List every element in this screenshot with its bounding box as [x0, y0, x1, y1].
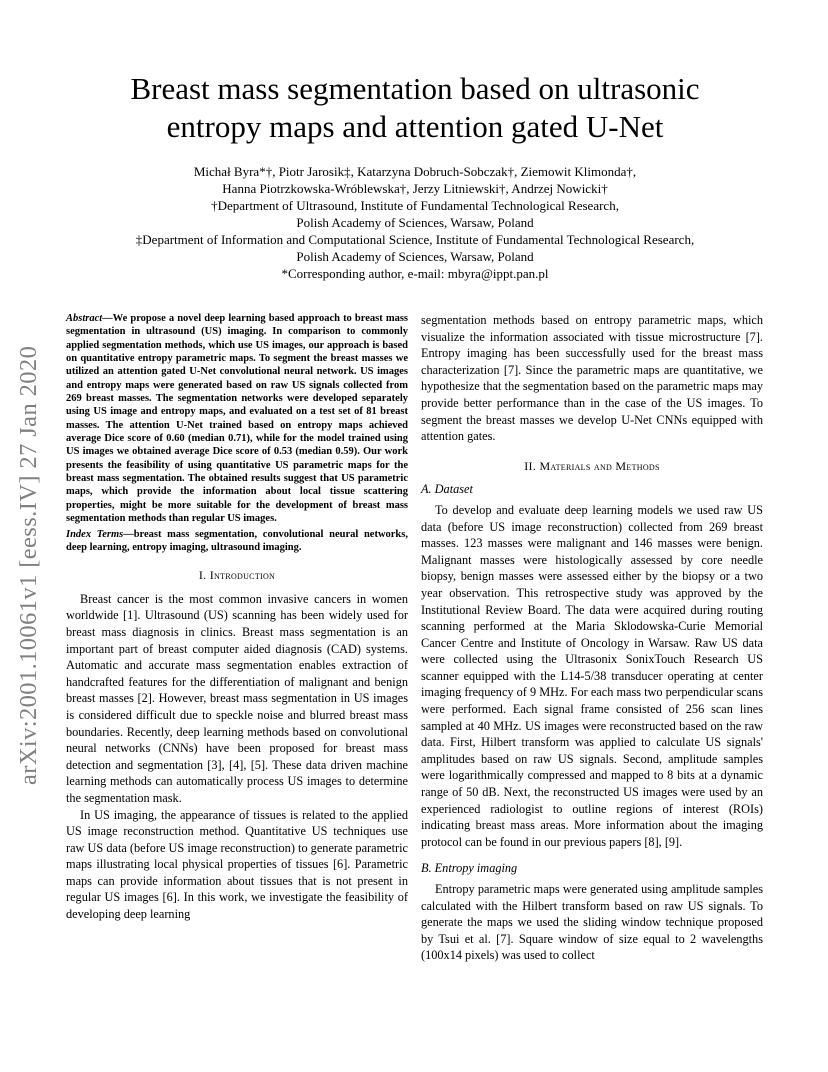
- intro-paragraph-2: In US imaging, the appearance of tissues is related to the applied US image reconstruction method. Quantitative US techniques use raw US data (before US image reconstruction) to generate parametric maps illustrating local physical properties of tissues [6]. Parametric maps can provide information about tissues that is not present in regular US images [6]. In this work, we investigate the feasibility of developing deep learning: [66, 807, 408, 922]
- right-column: [421, 312, 763, 964]
- affiliation-line: ‡Department of Information and Computational Science, Institute of Fundamental Technological Research,: [135, 232, 695, 247]
- dataset-paragraph: To develop and evaluate deep learning models we used raw US data (before US image reconstruction) collected from 269 breast masses. 123 masses were malignant and 146 masses were benign. Malignant masses were histologically assessed by core needle biopsy, benign masses were assessed either by the biopsy or a two year observation. This retrospective study was approved by the Institutional Review Board. The data were acquired during routing scanning performed at the Maria Sklodowska-Curie Memorial Cancer Centre and Institute of Oncology in Warsaw. Raw US data were collected using the Ultrasonix SonixTouch Research US scanner equipped with the L14-5/38 transducer operating at center imaging frequency of 9 MHz. For each mass two perpendicular scans were performed. Each signal frame consisted of 256 scan lines sampled at 40 MHz. US images were reconstructed based on the raw data. First, Hilbert transform was applied to calculate US signals' amplitudes based on raw US signals. Second, amplitude samples were logarithmically compressed and mapped to 8 bits at a dynamic range of 50 dB. Next, the reconstructed US images were used by an experienced radiologist to outline regions of interest (ROIs) indicating breast mass areas. More information about the imaging protocol can be found in our previous papers [8], [9].: [421, 502, 763, 849]
- affiliation-line: Polish Academy of Sciences, Warsaw, Poland: [296, 249, 534, 264]
- abstract-text: —We propose a novel deep learning based approach to breast mass segmentation in ultrasound (US) imaging. In comparison to commonly applied segmentation methods, which use US images, our approach is based on quantitative entropy parametric maps. To segment the breast masses we utilized an attention gated U-Net convolutional neural network. US images and entropy maps were generated based on raw US signals collected from 269 breast masses. The segmentation networks were developed separately using US image and entropy maps, and evaluated on a test set of 81 breast masses. The attention U-Net trained based on entropy maps achieved average Dice score of 0.60 (median 0.71), while for the model trained using US images we obtained average Dice score of 0.53 (median 0.59). Our work presents the feasibility of using quantitative US parametric maps for the breast mass segmentation. The obtained results suggest that US parametric maps, which provide the information about local tissue scattering properties, might be more suitable for the development of breast mass segmentation methods than regular US images.: [66, 313, 408, 525]
- index-terms-label: Index Terms: [66, 528, 124, 540]
- abstract-label: Abstract: [66, 313, 103, 324]
- title-line: entropy maps and attention gated U-Net: [166, 109, 664, 144]
- intro-paragraph-1: Breast cancer is the most common invasive cancers in women worldwide [1]. Ultrasound (US) scanning has been widely used for breast mass diagnosis in clinics. Breast mass segmentation is an important part of breast computer aided diagnosis (CAD) systems. Automatic and accurate mass segmentation enables extraction of handcrafted features for the differentiation of malignant and benign breast masses [2]. However, breast mass segmentation in US images is considered difficult due to speckle noise and blurred breast mass boundaries. Recently, deep learning methods based on convolutional neural networks (CNNs) have been proposed for breast mass detection and segmentation [3], [4], [5]. These data driven machine learning methods can automatically process US images to determine the segmentation mask.: [66, 591, 408, 805]
- intro-paragraph-3: segmentation methods based on entropy parametric maps, which visualize the information associated with tissue microstructure [7]. Entropy imaging has been successfully used for the breast mass characterization [7]. Since the parametric maps are quantitative, we hypothesize that the segmentation based on the parametric maps may provide better performance than in the case of the US images. To segment the breast masses we develop U-Net CNNs equipped with attention gates.: [421, 313, 763, 444]
- affiliation-line: Polish Academy of Sciences, Warsaw, Poland: [296, 215, 534, 230]
- title-line: Breast mass segmentation based on ultrasonic: [130, 71, 700, 106]
- corresponding-author: *Corresponding author, e-mail: mbyra@ippt.pan.pl: [281, 266, 549, 281]
- subsection-entropy-imaging: B. Entropy imaging: [421, 861, 518, 876]
- paper-title: [70, 70, 760, 146]
- author-block: [60, 163, 770, 282]
- section-heading-methods: II. Materials and Methods: [524, 458, 660, 473]
- section-heading-introduction: I. Introduction: [198, 568, 276, 583]
- author-line: Hanna Piotrzkowska-Wróblewska†, Jerzy Litniewski†, Andrzej Nowicki†: [222, 181, 608, 196]
- subsection-dataset: A. Dataset: [421, 482, 473, 497]
- index-terms: [66, 528, 408, 555]
- author-line: Michał Byra*†, Piotr Jarosik‡, Katarzyna Dobruch-Sobczak†, Ziemowit Klimonda†,: [193, 164, 637, 179]
- entropy-paragraph: Entropy parametric maps were generated using amplitude samples calculated with the Hilbert transform based on raw US signals. To generate the maps we used the sliding window technique proposed by Tsui et al. [7]. Square window of size equal to 2 wavelengths (100x14 pixels) was used to collect: [421, 882, 763, 963]
- arxiv-stamp-text: arXiv:2001.10061v1 [eess.IV] 27 Jan 2020: [15, 345, 42, 785]
- index-terms-text: —breast mass segmentation, convolutional neural networks, deep learning, entropy imaging, ultrasound imaging.: [66, 528, 408, 553]
- arxiv-stamp: [8, 290, 60, 785]
- left-column: [66, 312, 408, 923]
- affiliation-line: †Department of Ultrasound, Institute of Fundamental Technological Research,: [211, 198, 619, 213]
- abstract: [66, 312, 408, 526]
